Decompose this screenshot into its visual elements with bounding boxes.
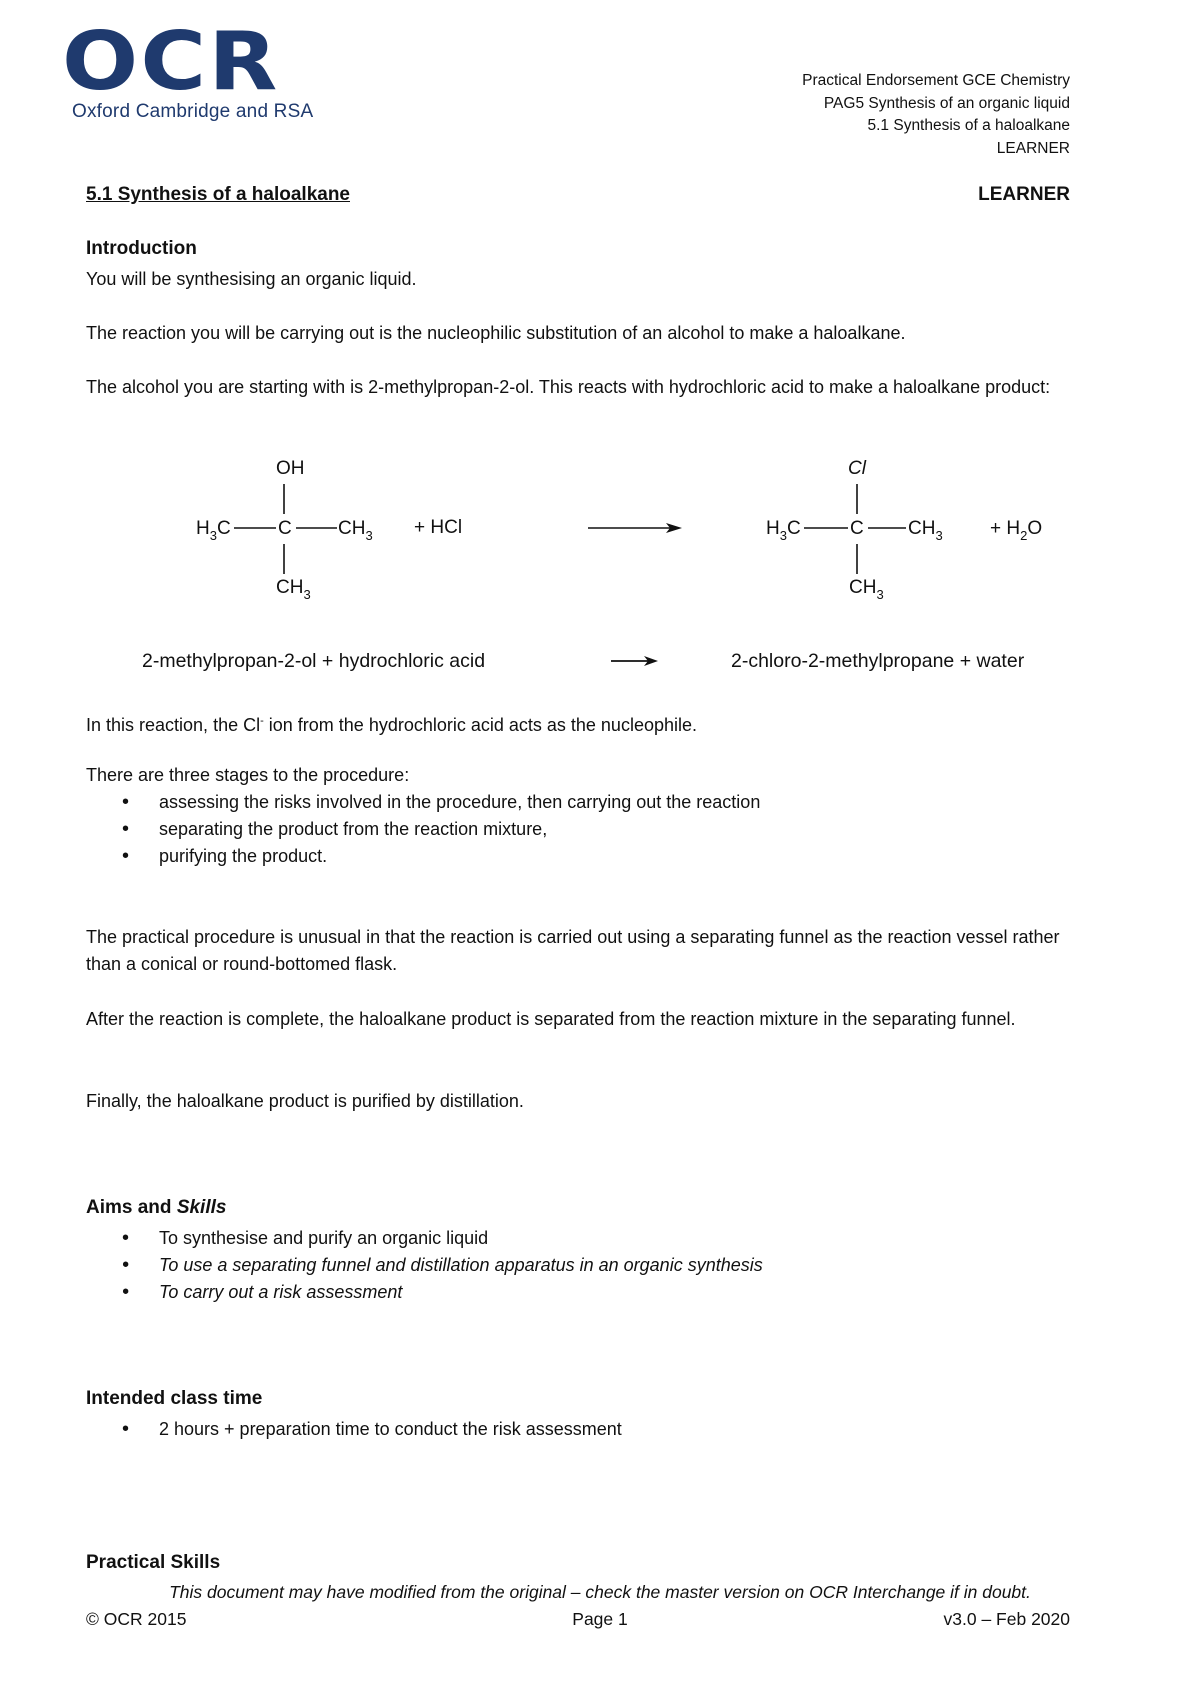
- list-item: • separating the product from the reaction mixture,: [86, 816, 760, 843]
- plus-water-label: + $H_2O$: [990, 518, 1043, 543]
- class-time-heading: Intended class time: [86, 1388, 263, 1409]
- header-line-2: PAG5 Synthesis of an organic liquid: [823, 94, 1070, 112]
- word-equation-arrow: [611, 656, 658, 666]
- introduction-heading: Introduction: [86, 238, 197, 259]
- separation-paragraph: After the reaction is complete, the haloalkane product is separated from the reaction mixture in the separating funnel.: [86, 1009, 1016, 1029]
- class-time-list: [86, 1416, 622, 1443]
- procedure-paragraph: The practical procedure is unusual in that the reaction is carried out using a separating funnel as the reaction vessel rather than a conical or round-bottomed flask.: [86, 927, 1060, 974]
- list-item: • To synthesise and purify an organic liquid: [86, 1225, 763, 1252]
- chloro-label: Cl: [848, 458, 866, 479]
- intro-paragraph-2: The reaction you will be carrying out is the nucleophilic substitution of an alcohol to make a haloalkane.: [86, 323, 906, 343]
- product-methyl-left-label: $H_3C$: [766, 518, 801, 543]
- list-item: • 2 hours + preparation time to conduct the risk assessment: [86, 1416, 622, 1443]
- footer-version: v3.0 – Feb 2020: [943, 1609, 1070, 1629]
- reaction-scheme: [0, 440, 1200, 680]
- header-line-4: LEARNER: [996, 139, 1070, 157]
- logo-subtitle: Oxford Cambridge and RSA: [72, 101, 314, 122]
- hydroxyl-label: OH: [276, 458, 305, 479]
- methyl-right-label: $CH_3$: [338, 518, 373, 543]
- list-item: • assessing the risks involved in the procedure, then carrying out the reaction: [86, 789, 760, 816]
- plus-hcl-label: + HCl: [414, 517, 463, 538]
- footer-copyright: © OCR 2015: [86, 1609, 187, 1629]
- stages-intro: There are three stages to the procedure:: [86, 765, 410, 785]
- intro-paragraph-1: You will be synthesising an organic liquid.: [86, 269, 417, 289]
- ocr-logo: OCR: [62, 15, 280, 108]
- list-item: • To carry out a risk assessment: [86, 1279, 763, 1306]
- distillation-paragraph: Finally, the haloalkane product is purified by distillation.: [86, 1091, 524, 1111]
- running-header: [802, 70, 1070, 160]
- product-structure: [766, 458, 943, 602]
- header-line-1: Practical Endorsement GCE Chemistry: [802, 72, 1070, 89]
- stages-list: [86, 789, 760, 870]
- word-equation-left: 2-methylpropan-2-ol + hydrochloric acid: [142, 650, 486, 672]
- reaction-arrow: [588, 523, 682, 533]
- aims-heading: Aims and Skills: [86, 1197, 227, 1218]
- footer-page-number: Page 1: [572, 1609, 628, 1629]
- page-title: 5.1 Synthesis of a haloalkane: [86, 184, 350, 205]
- word-equation-right: 2-chloro-2-methylpropane + water: [731, 650, 1025, 672]
- intro-paragraph-3: The alcohol you are starting with is 2-methylpropan-2-ol. This reacts with hydrochloric acid to make a haloalkane product:: [86, 377, 1051, 397]
- header-line-3: 5.1 Synthesis of a haloalkane: [867, 117, 1070, 134]
- central-carbon-label: C: [278, 518, 292, 539]
- aims-list: [86, 1225, 763, 1306]
- product-methyl-right-label: $CH_3$: [908, 518, 943, 543]
- methyl-left-label: $H_3C$: [196, 518, 231, 543]
- footer-disclaimer: This document may have modified from the original – check the master version on OCR Interchange if in doubt.: [169, 1582, 1031, 1602]
- product-methyl-bottom-label: $CH_3$: [849, 577, 884, 602]
- product-central-carbon-label: C: [850, 518, 864, 539]
- list-item: • purifying the product.: [86, 843, 760, 870]
- list-item: • To use a separating funnel and distillation apparatus in an organic synthesis: [86, 1252, 763, 1279]
- methyl-bottom-label: $CH_3$: [276, 577, 311, 602]
- reactant-structure: [196, 458, 373, 602]
- nucleophile-paragraph: In this reaction, the Cl- ion from the hydrochloric acid acts as the nucleophile.: [86, 715, 697, 735]
- practical-skills-heading: Practical Skills: [86, 1552, 221, 1573]
- title-learner-label: LEARNER: [978, 184, 1070, 205]
